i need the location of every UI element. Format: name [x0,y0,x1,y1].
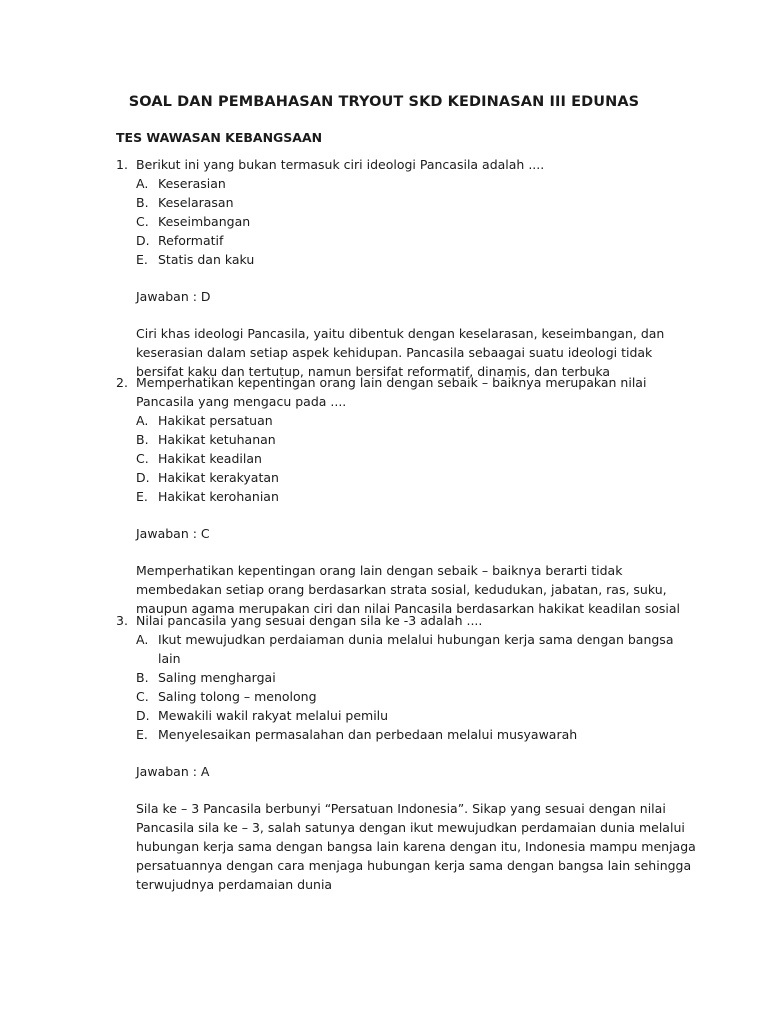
answer-key: Jawaban : D [136,289,211,304]
option-item [116,468,696,487]
question-stem [116,373,696,411]
answer-key: Jawaban : A [136,764,210,779]
question-2 [116,373,696,618]
question-1 [116,155,696,381]
option-item [116,725,696,744]
option-item [116,487,696,506]
option-text: Reformatif [158,233,224,248]
option-text: Hakikat keadilan [158,451,262,466]
option-text: Hakikat ketuhanan [158,432,276,447]
option-letter: C. [136,451,149,466]
question-number: 2. [116,375,128,390]
option-item [116,193,696,212]
option-list [116,411,696,506]
option-letter: E. [136,727,148,742]
question-text: Berikut ini yang bukan termasuk ciri ideologi Pancasila adalah .... [136,157,545,172]
document-title: SOAL DAN PEMBAHASAN TRYOUT SKD KEDINASAN III EDUNAS [128,94,640,110]
option-letter: B. [136,670,149,685]
option-text: Menyelesaikan permasalahan dan perbedaan melalui musyawarah [158,727,578,742]
section-heading: TES WAWASAN KEBANGSAAN [116,130,323,145]
option-item [116,687,696,706]
option-item [116,668,696,687]
option-item [116,411,696,430]
option-letter: C. [136,689,149,704]
option-item [116,250,696,269]
option-letter: B. [136,195,149,210]
option-text: Keseimbangan [158,214,251,229]
option-text: Saling menghargai [158,670,276,685]
question-number: 3. [116,613,128,628]
option-item [116,430,696,449]
option-item [116,231,696,250]
option-text: Keselarasan [158,195,234,210]
option-letter: A. [136,632,149,647]
question-text: Nilai pancasila yang sesuai dengan sila ke -3 adalah .... [136,613,483,628]
option-letter: D. [136,233,150,248]
option-letter: A. [136,176,149,191]
option-text: Keserasian [158,176,226,191]
question-text: Memperhatikan kepentingan orang lain dengan sebaik – baiknya merupakan nilai Pancasila yang mengacu pada .... [136,375,647,409]
option-item [116,212,696,231]
option-list [116,630,696,744]
explanation-text: Sila ke – 3 Pancasila berbunyi “Persatuan Indonesia”. Sikap yang sesuai dengan nilai Pancasila sila ke – 3, salah satunya dengan ikut mewujudkan perdamaian dunia melalui hubungan kerja sama dengan bangsa lain karena dengan itu, Indonesia mampu menjaga persatuannya dengan cara menjaga hubungan kerja sama dengan bangsa lain sehingga terwujudnya perdamaian dunia [136,801,696,892]
option-item [116,630,696,668]
option-text: Ikut mewujudkan perdaiaman dunia melalui hubungan kerja sama dengan bangsa lain [158,632,674,666]
question-number: 1. [116,157,128,172]
explanation-text: Ciri khas ideologi Pancasila, yaitu dibentuk dengan keselarasan, keseimbangan, dan keserasian dalam setiap aspek kehidupan. Pancasila sebaagai suatu ideologi tidak bersifat kaku dan tertutup, namun bersifat reformatif, dinamis, dan terbuka [136,326,665,379]
option-letter: C. [136,214,149,229]
option-letter: A. [136,413,149,428]
question-stem [116,155,696,174]
option-text: Hakikat kerakyatan [158,470,279,485]
answer-key: Jawaban : C [136,526,210,541]
option-text: Saling tolong – menolong [158,689,317,704]
option-list [116,174,696,269]
question-stem [116,611,696,630]
option-item [116,706,696,725]
explanation-text: Memperhatikan kepentingan orang lain dengan sebaik – baiknya berarti tidak membedakan setiap orang berdasarkan strata sosial, kedudukan, jabatan, ras, suku, maupun agama merupakan ciri dan nilai Pancasila berdasarkan hakikat keadilan sosial [136,563,680,616]
option-item [116,449,696,468]
option-text: Statis dan kaku [158,252,255,267]
option-letter: D. [136,470,150,485]
option-text: Mewakili wakil rakyat melalui pemilu [158,708,389,723]
option-letter: D. [136,708,150,723]
option-item [116,174,696,193]
question-3 [116,611,696,894]
option-text: Hakikat kerohanian [158,489,279,504]
option-text: Hakikat persatuan [158,413,273,428]
option-letter: E. [136,252,148,267]
option-letter: B. [136,432,149,447]
option-letter: E. [136,489,148,504]
